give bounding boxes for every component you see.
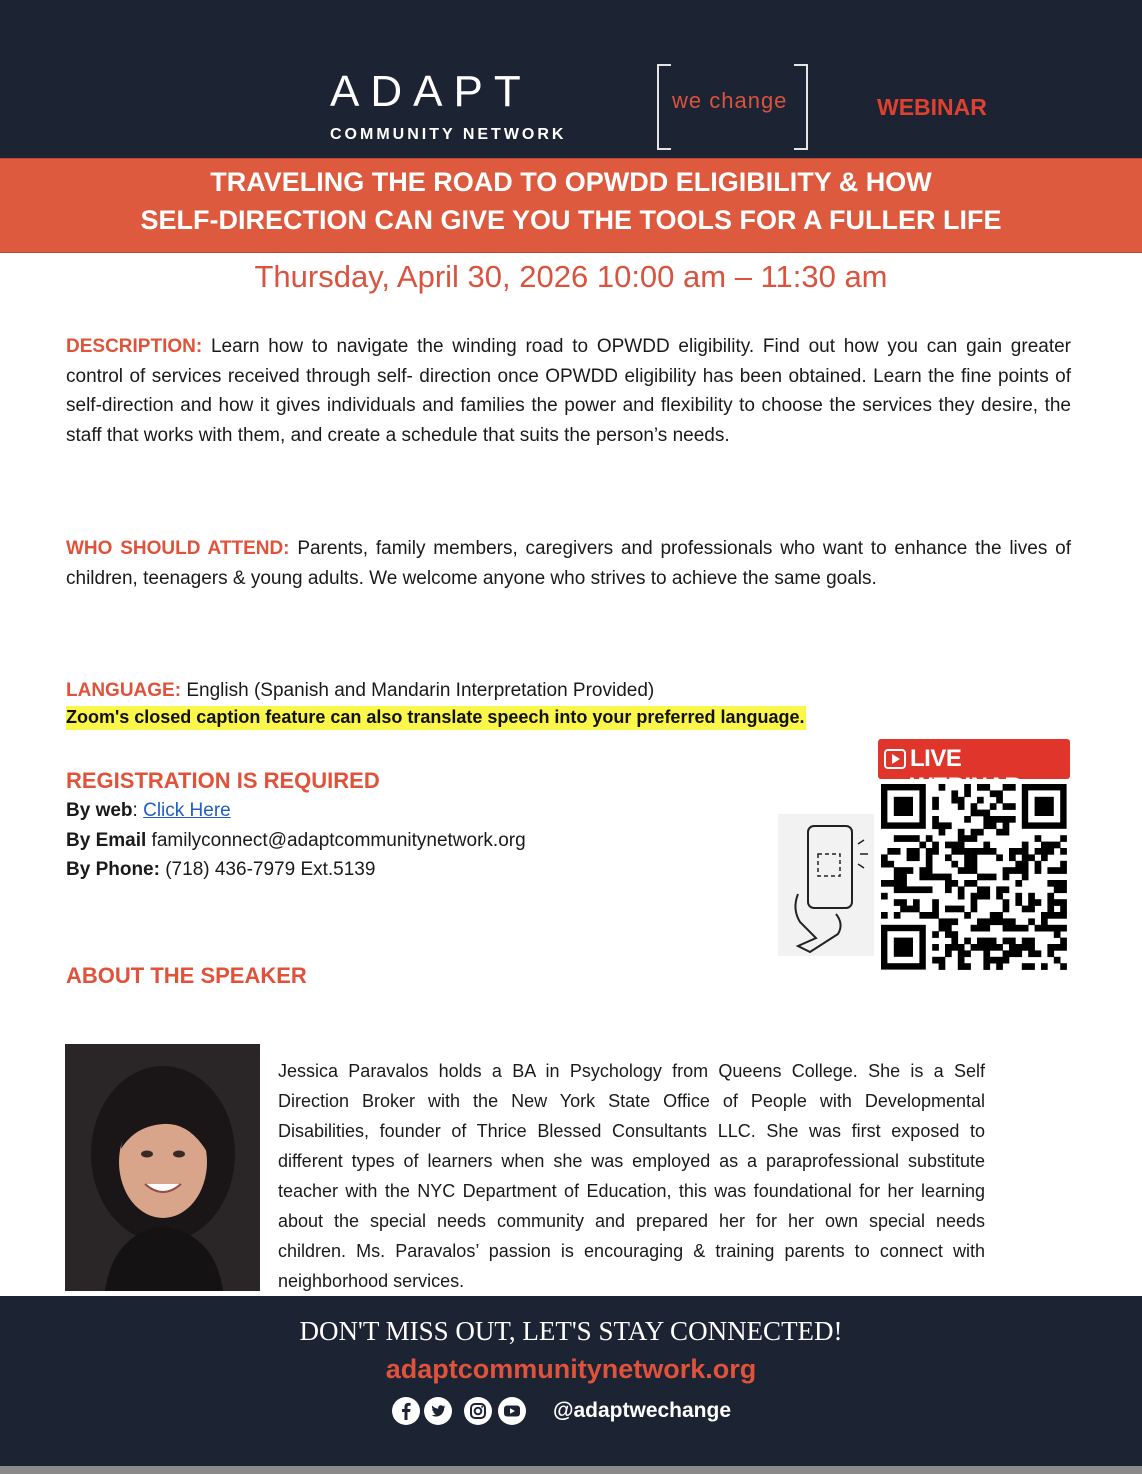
registration-email: [66, 830, 526, 852]
speaker-photo: [65, 1044, 260, 1291]
logo-wordmark: ADAPT: [330, 67, 532, 116]
header-bar: [0, 0, 1142, 158]
logo-subtitle: COMMUNITY NETWORK: [330, 126, 567, 143]
speaker-heading: ABOUT THE SPEAKER: [66, 963, 307, 988]
title-line-2: SELF-DIRECTION CAN GIVE YOU THE TOOLS FOR A FULLER LIFE: [140, 205, 1002, 235]
web-label: By web: [66, 800, 133, 821]
registration-heading: REGISTRATION IS REQUIRED: [66, 768, 380, 793]
facebook-icon[interactable]: [392, 1397, 420, 1425]
register-link[interactable]: Click Here: [143, 800, 231, 821]
live-webinar-badge: [878, 739, 1070, 779]
phone-label: By Phone:: [66, 859, 160, 880]
logo-bracket-left: [657, 64, 671, 150]
footer-website-link[interactable]: adaptcommunitynetwork.org: [385, 1354, 757, 1384]
play-icon: [884, 749, 908, 769]
instagram-icon[interactable]: [464, 1397, 492, 1425]
youtube-icon[interactable]: [498, 1397, 526, 1425]
email-label: By Email: [66, 830, 147, 851]
title-banner: [0, 158, 1142, 253]
language-text: English (Spanish and Mandarin Interpretation Provided): [186, 680, 655, 701]
language-section: [66, 676, 1071, 706]
event-date: Thursday, April 30, 2026 10:00 am – 11:30 am: [254, 259, 888, 294]
audience-text: Parents, family members, caregivers and professionals who want to enhance the lives of children, teenagers & young adults. We welcome anyone who strives to achieve the same goals.: [66, 538, 1071, 589]
description-label: DESCRIPTION:: [66, 336, 203, 357]
footer-title: DON'T MISS OUT, LET'S STAY CONNECTED!: [299, 1316, 843, 1346]
registration-phone: [66, 859, 375, 881]
speaker-name: Jessica Paravalos: [278, 1061, 429, 1081]
title-line-1: TRAVELING THE ROAD TO OPWDD ELIGIBILITY & HOW: [210, 167, 932, 197]
registration-qr-code[interactable]: [881, 784, 1070, 970]
logo-tagline: we change: [672, 88, 788, 113]
caption-note: Zoom's closed caption feature can also translate speech into your preferred language.: [66, 706, 806, 730]
twitter-icon[interactable]: [424, 1397, 452, 1425]
speaker-bio-text: holds a BA in Psychology from Queens College. She is a Self Direction Broker with the New York State Office of People with Developmental Disabilities, founder of Thrice Blessed Consultants LLC. She was first exposed to different types of learners when she was employed as a paraprofessional substitute teacher with the NYC Department of Education, this was foundational for her learning about the special needs community and prepared her for her own special needs children. Ms. Paravalos’ passion is encouraging & training parents to connect with neighborhood services.: [278, 1061, 985, 1291]
email-address[interactable]: familyconnect@adaptcommunitynetwork.org: [151, 830, 526, 851]
scan-phone-illustration: [778, 814, 874, 956]
live-webinar-text: LIVE: [910, 745, 962, 772]
webinar-label: WEBINAR: [877, 94, 987, 120]
audience-section: [66, 534, 1071, 593]
page-edge: [0, 1466, 1142, 1474]
speaker-bio: [278, 1056, 985, 1296]
description-text: Learn how to navigate the winding road to OPWDD eligibility. Find out how you can gain greater control of services received through self- direction once OPWDD eligibility has been obtained. Learn the fine points of self-direction and how it gives individuals and families the power and flexibility to choose the services they desire, the staff that works with them, and create a schedule that suits the person’s needs.: [66, 336, 1071, 446]
registration-web: By web: Click Here: [66, 800, 231, 821]
logo-bracket-right: [794, 64, 808, 150]
audience-label: WHO SHOULD ATTEND:: [66, 538, 290, 559]
social-handle[interactable]: @adaptwechange: [553, 1399, 732, 1422]
language-label: LANGUAGE:: [66, 680, 182, 701]
description-section: [66, 332, 1071, 450]
phone-number: (718) 436-7979 Ext.5139: [165, 859, 376, 880]
